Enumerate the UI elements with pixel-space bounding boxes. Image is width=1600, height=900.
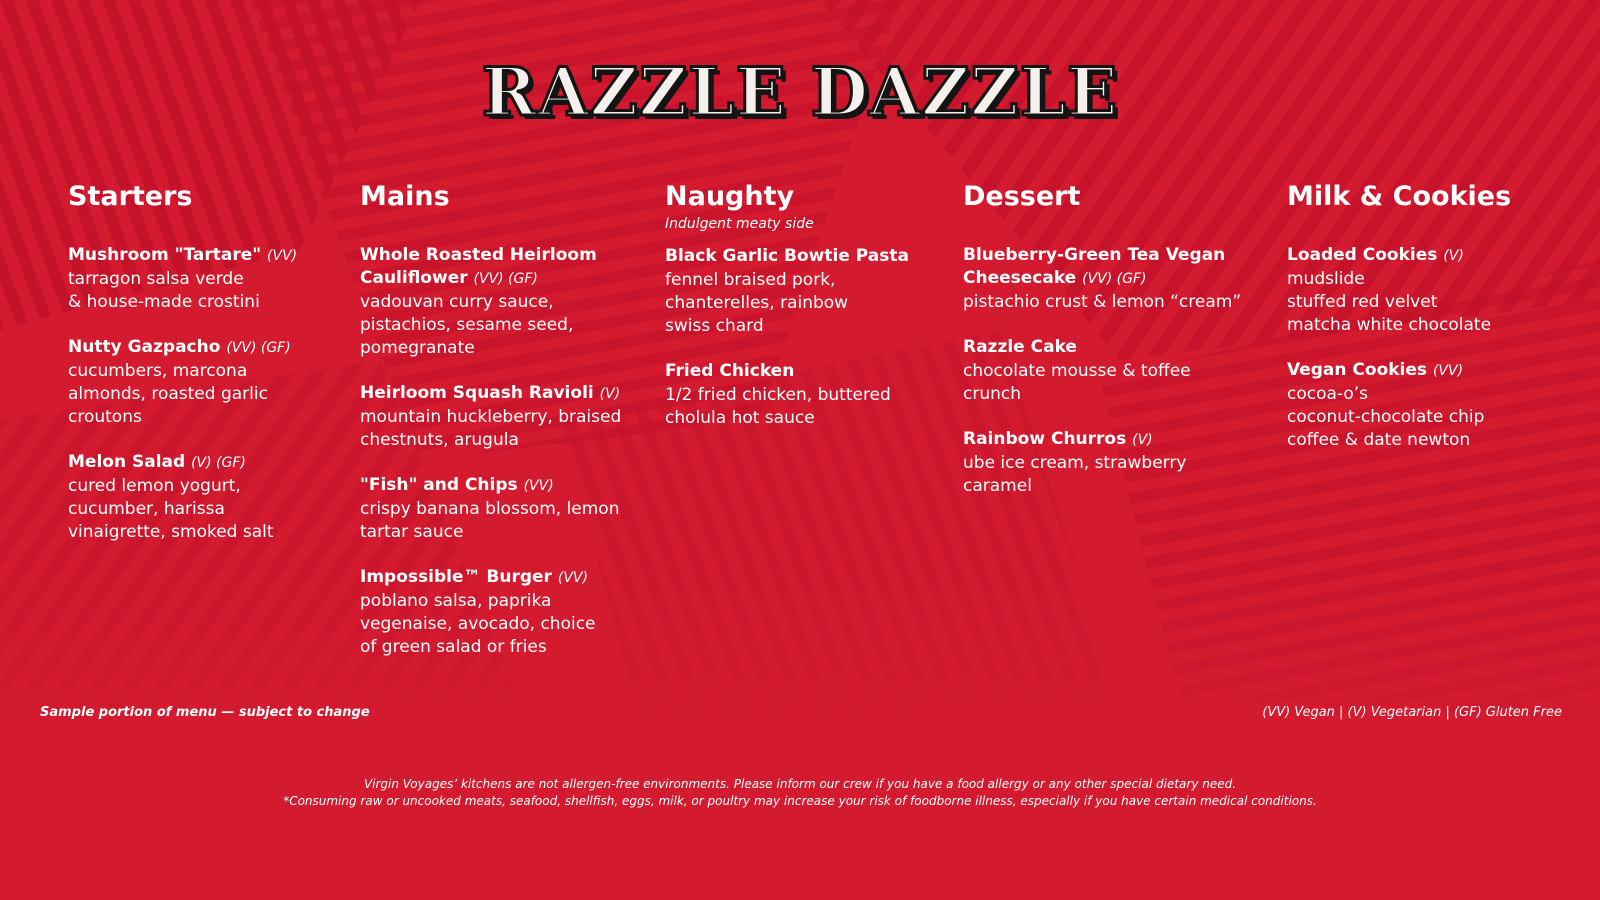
- item-name: Whole Roasted Heirloom Cauliflower: [360, 245, 597, 288]
- item-name: Impossible™ Burger: [360, 567, 552, 587]
- column-title: Mains: [360, 181, 450, 212]
- item-name: Razzle Cake: [963, 337, 1077, 357]
- item-diet-tags: (V): [1443, 248, 1464, 264]
- menu-item: [963, 336, 1273, 406]
- column-milk-and-cookies: [1287, 175, 1511, 474]
- item-name: Mushroom "Tartare": [68, 245, 262, 265]
- item-name: Melon Salad: [68, 452, 186, 472]
- menu-item: [963, 244, 1273, 314]
- disclaimer-line: *Consuming raw or uncooked meats, seafood, shellfish, eggs, milk, or poultry may increase your risk of foodborne illness, especially if you have certain medical conditions.: [283, 794, 1317, 808]
- sample-note: Sample portion of menu — subject to change: [40, 705, 370, 720]
- item-description: pistachio crust & lemon “cream”: [963, 292, 1242, 312]
- item-diet-tags: (VV) (GF): [473, 271, 538, 287]
- item-name: Heirloom Squash Ravioli: [360, 383, 594, 403]
- item-name: Nutty Gazpacho: [68, 337, 221, 357]
- item-diet-tags: (VV): [267, 248, 298, 264]
- menu-item: [68, 336, 297, 429]
- item-name: Black Garlic Bowtie Pasta: [665, 246, 909, 266]
- item-diet-tags: (VV) (GF): [226, 340, 291, 356]
- item-diet-tags: (V) (GF): [191, 455, 246, 471]
- menu-item: [360, 474, 660, 544]
- column-mains: [360, 175, 660, 681]
- column-dessert: [963, 175, 1273, 520]
- menu-item: [68, 244, 297, 314]
- column-starters: [68, 175, 297, 566]
- menu-item: [1287, 359, 1511, 452]
- item-description: ube ice cream, strawberry caramel: [963, 453, 1187, 496]
- menu-item: [360, 382, 660, 452]
- item-description: cocoa-o’s coconut-chocolate chip coffee & date newton: [1287, 384, 1485, 450]
- item-description: 1/2 fried chicken, buttered cholula hot sauce: [665, 385, 891, 428]
- column-title: Starters: [68, 181, 193, 212]
- restaurant-logo: RAZZLE DAZZLE: [481, 53, 1119, 131]
- item-description: mudslide stuffed red velvet matcha white chocolate: [1287, 269, 1492, 335]
- allergen-disclaimer: [0, 776, 1600, 810]
- item-diet-tags: (V): [1132, 432, 1153, 448]
- item-description: tarragon salsa verde & house-made crostini: [68, 269, 260, 312]
- item-diet-tags: (V): [599, 386, 621, 402]
- item-description: mountain huckleberry, braised chestnuts, arugula: [360, 407, 622, 450]
- menu-item: [665, 360, 909, 430]
- item-description: cured lemon yogurt, cucumber, harissa vinaigrette, smoked salt: [68, 476, 274, 542]
- column-title: Dessert: [963, 181, 1081, 212]
- menu-item: [360, 566, 660, 659]
- menu-item: [665, 245, 909, 338]
- item-diet-tags: (VV): [523, 478, 554, 494]
- item-description: vadouvan curry sauce, pistachios, sesame seed, pomegranate: [360, 292, 574, 358]
- item-diet-tags: (VV): [1432, 363, 1464, 379]
- item-description: poblano salsa, paprika vegenaise, avocado, choice of green salad or fries: [360, 591, 596, 657]
- item-description: chocolate mousse & toffee crunch: [963, 361, 1191, 404]
- menu-item: [68, 451, 297, 544]
- item-description: cucumbers, marcona almonds, roasted garlic croutons: [68, 361, 268, 427]
- item-name: Fried Chicken: [665, 361, 795, 381]
- item-name: Rainbow Churros: [963, 429, 1127, 449]
- item-description: crispy banana blossom, lemon tartar sauce: [360, 499, 620, 542]
- column-title: Naughty: [665, 181, 795, 212]
- menu-item: [360, 244, 660, 360]
- item-description: fennel braised pork, chanterelles, rainbow swiss chard: [665, 270, 849, 336]
- column-title: Milk & Cookies: [1287, 181, 1512, 212]
- menu-item: [963, 428, 1273, 498]
- item-name: Vegan Cookies: [1287, 360, 1428, 380]
- menu-item: [1287, 244, 1511, 337]
- item-name: Blueberry-Green Tea Vegan Cheesecake: [963, 245, 1226, 288]
- disclaimer-line: Virgin Voyages’ kitchens are not allergen-free environments. Please inform our crew if you have a food allergy or any other special dietary need.: [363, 777, 1237, 791]
- item-diet-tags: (VV) (GF): [1082, 271, 1147, 287]
- diet-legend: (VV) Vegan | (V) Vegetarian | (GF) Gluten Free: [1262, 705, 1562, 720]
- item-name: "Fish" and Chips: [360, 475, 518, 495]
- column-naughty: [665, 175, 909, 452]
- item-diet-tags: (VV): [557, 570, 588, 586]
- item-name: Loaded Cookies: [1287, 245, 1438, 265]
- column-subtitle: Indulgent meaty side: [665, 216, 814, 232]
